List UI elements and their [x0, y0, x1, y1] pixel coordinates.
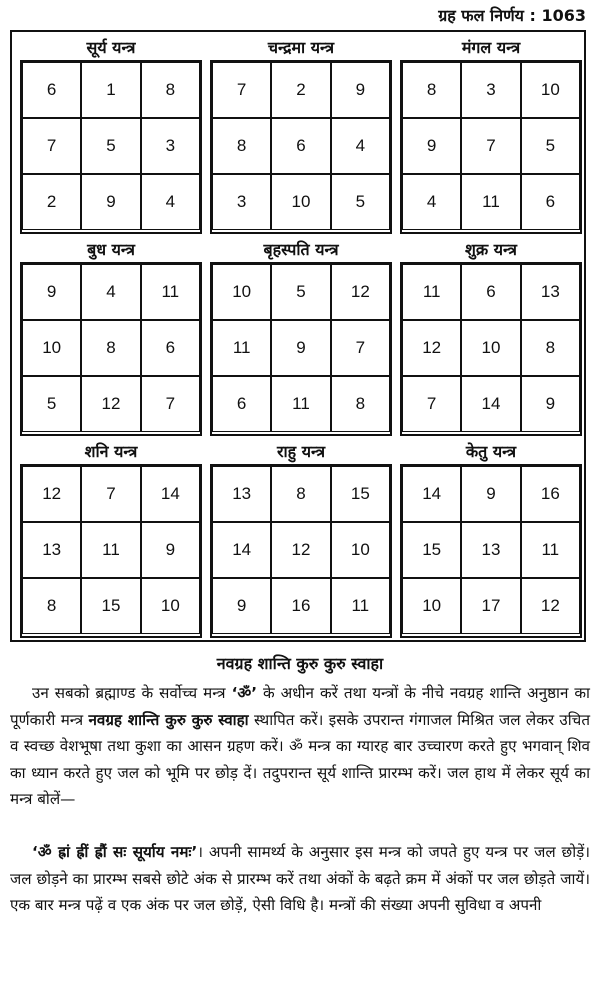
- para1-text-c: स्थापित करें। इसके उपरान्त गंगाजल मिश्रित जल लेकर उचित व स्वच्छ वेशभूषा तथा कुशा का आसन ग्रहण करें। ॐ मन्त्र का ग्यारह बार उच्चारण करते हुए भगवान् शिव का ध्यान करते हुए जल को भूमि पर छोड़ दें। तदुपरान्त सूर्य शान्ति प्रारम्भ करें। जल हाथ में लेकर सूर्य का मन्त्र बोलें—: [10, 710, 590, 808]
- yantra-cell: 12: [22, 466, 81, 522]
- yantra-cell: 5: [331, 174, 390, 230]
- yantra-cell: 11: [521, 522, 580, 578]
- yantra-cell: 1: [81, 62, 140, 118]
- yantra-cell: 8: [81, 320, 140, 376]
- yantra-cell: 9: [141, 522, 200, 578]
- yantra-0: [20, 36, 202, 234]
- yantra-cell: 6: [461, 264, 520, 320]
- yantra-grid: [20, 464, 202, 638]
- yantra-title: केतु यन्त्र: [465, 442, 517, 461]
- yantra-5: [400, 238, 582, 436]
- yantra-cell: 13: [22, 522, 81, 578]
- yantra-cell: 6: [212, 376, 271, 432]
- para1-om: ‘ॐ’: [231, 684, 257, 702]
- yantra-cell: 6: [141, 320, 200, 376]
- yantra-cell: 14: [141, 466, 200, 522]
- yantra-cell: 12: [271, 522, 330, 578]
- para2-text: । अपनी सामर्थ्य के अनुसार इस मन्त्र को जपते हुए यन्त्र पर जल छोड़ें। जल छोड़ने का प्रारम्भ सबसे छोटे अंक से प्रारम्भ करें तथा अंकों के बढ़ते क्रम में अंकों पर जल छोड़ते जायें। एक बार मन्त्र पढ़ें व एक अंक पर जल छोड़ें, ऐसी विधि है। मन्त्रों की संख्या अपनी सुविधा व अपनी: [10, 843, 591, 914]
- yantra-cell: 10: [331, 522, 390, 578]
- yantra-cell: 3: [461, 62, 520, 118]
- yantra-cell: 9: [521, 376, 580, 432]
- para1-bold-mantra: नवग्रह शान्ति कुरु कुरु स्वाहा: [88, 710, 249, 729]
- yantra-cell: 9: [212, 578, 271, 634]
- yantra-title: बृहस्पति यन्त्र: [263, 240, 339, 259]
- paragraph-2: [10, 839, 590, 919]
- yantra-cell: 15: [331, 466, 390, 522]
- yantra-cell: 4: [81, 264, 140, 320]
- yantra-cell: 6: [521, 174, 580, 230]
- yantra-cell: 10: [141, 578, 200, 634]
- yantra-cell: 13: [212, 466, 271, 522]
- yantra-cell: 12: [81, 376, 140, 432]
- yantra-cell: 3: [141, 118, 200, 174]
- yantra-cell: 11: [331, 578, 390, 634]
- yantra-cell: 6: [271, 118, 330, 174]
- yantra-grid: [210, 60, 392, 234]
- yantra-cell: 4: [331, 118, 390, 174]
- para1-text-b: के अधीन करें तथा यन्त्रों के नीचे नवग्रह शान्ति अनुष्ठान का पूर्णकारी मन्त्र: [10, 684, 590, 729]
- yantra-cell: 5: [271, 264, 330, 320]
- yantra-grid: [400, 262, 582, 436]
- yantra-title: शनि यन्त्र: [84, 442, 138, 461]
- yantra-cell: 10: [461, 320, 520, 376]
- yantra-2: [400, 36, 582, 234]
- yantra-cell: 4: [402, 174, 461, 230]
- yantra-grid: [210, 262, 392, 436]
- page-header: ग्रह फल निर्णय : 1063: [438, 6, 586, 25]
- yantra-cell: 9: [81, 174, 140, 230]
- yantra-grid: [20, 262, 202, 436]
- yantra-6: [20, 440, 202, 638]
- yantra-1: [210, 36, 392, 234]
- yantra-cell: 10: [212, 264, 271, 320]
- yantra-title: चन्द्रमा यन्त्र: [267, 38, 335, 57]
- yantra-cell: 7: [331, 320, 390, 376]
- paragraph-1: [10, 680, 590, 813]
- yantra-frame: [10, 30, 586, 642]
- yantra-4: [210, 238, 392, 436]
- para1-text-a: उन सबको ब्रह्माण्ड के सर्वोच्च मन्त्र: [32, 684, 232, 702]
- yantra-cell: 10: [521, 62, 580, 118]
- yantra-cell: 8: [22, 578, 81, 634]
- yantra-cell: 13: [461, 522, 520, 578]
- mantra-heading: नवग्रह शान्ति कुरु कुरु स्वाहा: [216, 654, 384, 673]
- yantra-cell: 9: [22, 264, 81, 320]
- yantra-title: सूर्य यन्त्र: [86, 38, 136, 57]
- yantra-cell: 11: [141, 264, 200, 320]
- yantra-cell: 11: [81, 522, 140, 578]
- yantra-cell: 11: [212, 320, 271, 376]
- yantra-cell: 8: [271, 466, 330, 522]
- yantra-cell: 4: [141, 174, 200, 230]
- yantra-cell: 7: [22, 118, 81, 174]
- yantra-cell: 8: [331, 376, 390, 432]
- yantra-cell: 9: [271, 320, 330, 376]
- yantra-cell: 15: [402, 522, 461, 578]
- yantra-cell: 15: [81, 578, 140, 634]
- yantra-grid: [210, 464, 392, 638]
- yantra-cell: 2: [22, 174, 81, 230]
- yantra-3: [20, 238, 202, 436]
- yantra-cell: 5: [81, 118, 140, 174]
- yantra-cell: 9: [331, 62, 390, 118]
- yantra-grid: [20, 60, 202, 234]
- yantra-cell: 2: [271, 62, 330, 118]
- yantra-cell: 10: [402, 578, 461, 634]
- yantra-cell: 8: [212, 118, 271, 174]
- yantra-cell: 8: [521, 320, 580, 376]
- yantra-cell: 5: [521, 118, 580, 174]
- yantra-cell: 7: [212, 62, 271, 118]
- yantra-cell: 8: [402, 62, 461, 118]
- yantra-cell: 11: [402, 264, 461, 320]
- yantra-title: शुक्र यन्त्र: [464, 240, 518, 259]
- yantra-cell: 14: [212, 522, 271, 578]
- yantra-cell: 11: [271, 376, 330, 432]
- yantra-cell: 14: [461, 376, 520, 432]
- yantra-cell: 17: [461, 578, 520, 634]
- yantra-cell: 13: [521, 264, 580, 320]
- yantra-cell: 12: [331, 264, 390, 320]
- yantra-grid: [400, 464, 582, 638]
- yantra-cell: 16: [521, 466, 580, 522]
- yantra-cell: 3: [212, 174, 271, 230]
- yantra-cell: 11: [461, 174, 520, 230]
- yantra-cell: 12: [521, 578, 580, 634]
- yantra-cell: 14: [402, 466, 461, 522]
- yantra-cell: 9: [402, 118, 461, 174]
- yantra-title: राहु यन्त्र: [276, 442, 326, 461]
- yantra-cell: 7: [141, 376, 200, 432]
- yantra-cell: 9: [461, 466, 520, 522]
- surya-mantra: ‘ॐ ह्रां ह्रीं ह्रौं सः सूर्याय नमः’: [32, 843, 198, 861]
- yantra-cell: 7: [461, 118, 520, 174]
- yantra-8: [400, 440, 582, 638]
- yantra-cell: 10: [271, 174, 330, 230]
- yantra-cell: 6: [22, 62, 81, 118]
- yantra-cell: 7: [402, 376, 461, 432]
- yantra-cell: 10: [22, 320, 81, 376]
- yantra-cell: 16: [271, 578, 330, 634]
- yantra-7: [210, 440, 392, 638]
- yantra-cell: 5: [22, 376, 81, 432]
- yantra-title: बुध यन्त्र: [87, 240, 135, 259]
- yantra-grid: [400, 60, 582, 234]
- yantra-cell: 8: [141, 62, 200, 118]
- yantra-cell: 7: [81, 466, 140, 522]
- yantra-cell: 12: [402, 320, 461, 376]
- yantra-title: मंगल यन्त्र: [461, 38, 521, 57]
